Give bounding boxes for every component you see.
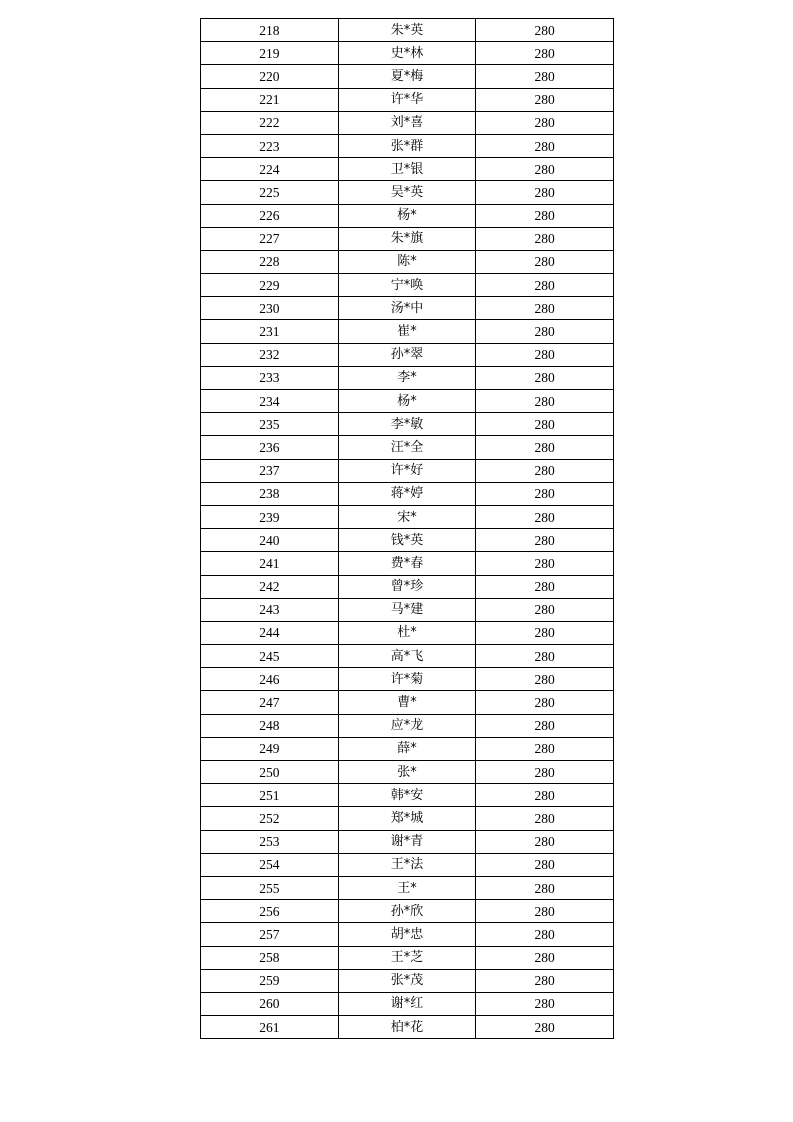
name-cell: 张*	[338, 761, 476, 784]
amount-cell: 280	[476, 88, 614, 111]
row-number-cell: 226	[201, 204, 339, 227]
subsidy-table-container	[200, 18, 613, 1039]
subsidy-table	[200, 18, 614, 1039]
row-number-cell: 258	[201, 946, 339, 969]
amount-cell: 280	[476, 830, 614, 853]
name-cell: 刘*喜	[338, 111, 476, 134]
amount-cell: 280	[476, 529, 614, 552]
row-number-cell: 245	[201, 645, 339, 668]
table-row	[201, 737, 614, 760]
name-cell: 许*好	[338, 459, 476, 482]
row-number-cell: 244	[201, 621, 339, 644]
row-number-cell: 238	[201, 482, 339, 505]
table-row	[201, 946, 614, 969]
row-number-cell: 227	[201, 227, 339, 250]
name-cell: 陈*	[338, 250, 476, 273]
name-cell: 杨*	[338, 390, 476, 413]
name-cell: 蒋*婷	[338, 482, 476, 505]
name-cell: 孙*欣	[338, 900, 476, 923]
table-row	[201, 830, 614, 853]
table-row	[201, 42, 614, 65]
row-number-cell: 251	[201, 784, 339, 807]
name-cell: 马*建	[338, 598, 476, 621]
table-row	[201, 761, 614, 784]
row-number-cell: 222	[201, 111, 339, 134]
name-cell: 应*龙	[338, 714, 476, 737]
row-number-cell: 231	[201, 320, 339, 343]
table-row	[201, 204, 614, 227]
name-cell: 王*	[338, 876, 476, 899]
table-row	[201, 459, 614, 482]
amount-cell: 280	[476, 691, 614, 714]
amount-cell: 280	[476, 992, 614, 1015]
table-row	[201, 505, 614, 528]
amount-cell: 280	[476, 274, 614, 297]
table-row	[201, 552, 614, 575]
name-cell: 曹*	[338, 691, 476, 714]
table-row	[201, 297, 614, 320]
row-number-cell: 257	[201, 923, 339, 946]
table-row	[201, 969, 614, 992]
name-cell: 宁*唤	[338, 274, 476, 297]
name-cell: 夏*梅	[338, 65, 476, 88]
name-cell: 吴*英	[338, 181, 476, 204]
name-cell: 王*芝	[338, 946, 476, 969]
name-cell: 汤*中	[338, 297, 476, 320]
table-row	[201, 807, 614, 830]
name-cell: 李*敏	[338, 413, 476, 436]
amount-cell: 280	[476, 645, 614, 668]
table-row	[201, 250, 614, 273]
table-row	[201, 668, 614, 691]
name-cell: 费*春	[338, 552, 476, 575]
row-number-cell: 240	[201, 529, 339, 552]
row-number-cell: 235	[201, 413, 339, 436]
name-cell: 许*菊	[338, 668, 476, 691]
row-number-cell: 249	[201, 737, 339, 760]
row-number-cell: 255	[201, 876, 339, 899]
amount-cell: 280	[476, 158, 614, 181]
amount-cell: 280	[476, 111, 614, 134]
row-number-cell: 260	[201, 992, 339, 1015]
row-number-cell: 225	[201, 181, 339, 204]
row-number-cell: 259	[201, 969, 339, 992]
name-cell: 朱*英	[338, 19, 476, 42]
row-number-cell: 239	[201, 505, 339, 528]
amount-cell: 280	[476, 668, 614, 691]
table-row	[201, 320, 614, 343]
amount-cell: 280	[476, 227, 614, 250]
row-number-cell: 242	[201, 575, 339, 598]
row-number-cell: 221	[201, 88, 339, 111]
table-row	[201, 482, 614, 505]
table-row	[201, 390, 614, 413]
amount-cell: 280	[476, 42, 614, 65]
row-number-cell: 232	[201, 343, 339, 366]
table-row	[201, 88, 614, 111]
row-number-cell: 250	[201, 761, 339, 784]
amount-cell: 280	[476, 436, 614, 459]
name-cell: 钱*英	[338, 529, 476, 552]
amount-cell: 280	[476, 204, 614, 227]
row-number-cell: 236	[201, 436, 339, 459]
amount-cell: 280	[476, 876, 614, 899]
amount-cell: 280	[476, 297, 614, 320]
table-row	[201, 621, 614, 644]
table-row	[201, 784, 614, 807]
row-number-cell: 234	[201, 390, 339, 413]
row-number-cell: 261	[201, 1016, 339, 1039]
amount-cell: 280	[476, 1016, 614, 1039]
amount-cell: 280	[476, 19, 614, 42]
table-row	[201, 923, 614, 946]
row-number-cell: 253	[201, 830, 339, 853]
name-cell: 曾*珍	[338, 575, 476, 598]
row-number-cell: 223	[201, 134, 339, 157]
table-row	[201, 529, 614, 552]
amount-cell: 280	[476, 250, 614, 273]
row-number-cell: 246	[201, 668, 339, 691]
row-number-cell: 254	[201, 853, 339, 876]
row-number-cell: 233	[201, 366, 339, 389]
amount-cell: 280	[476, 575, 614, 598]
row-number-cell: 230	[201, 297, 339, 320]
name-cell: 郑*城	[338, 807, 476, 830]
table-row	[201, 853, 614, 876]
name-cell: 胡*忠	[338, 923, 476, 946]
name-cell: 史*林	[338, 42, 476, 65]
amount-cell: 280	[476, 366, 614, 389]
table-row	[201, 65, 614, 88]
table-row	[201, 111, 614, 134]
row-number-cell: 243	[201, 598, 339, 621]
amount-cell: 280	[476, 853, 614, 876]
amount-cell: 280	[476, 969, 614, 992]
row-number-cell: 237	[201, 459, 339, 482]
table-row	[201, 227, 614, 250]
amount-cell: 280	[476, 390, 614, 413]
name-cell: 杨*	[338, 204, 476, 227]
table-row	[201, 992, 614, 1015]
table-row	[201, 181, 614, 204]
amount-cell: 280	[476, 807, 614, 830]
amount-cell: 280	[476, 134, 614, 157]
table-row	[201, 645, 614, 668]
name-cell: 谢*红	[338, 992, 476, 1015]
amount-cell: 280	[476, 784, 614, 807]
table-body	[201, 19, 614, 1039]
name-cell: 王*法	[338, 853, 476, 876]
amount-cell: 280	[476, 737, 614, 760]
table-row	[201, 134, 614, 157]
name-cell: 宋*	[338, 505, 476, 528]
amount-cell: 280	[476, 714, 614, 737]
amount-cell: 280	[476, 320, 614, 343]
table-row	[201, 714, 614, 737]
table-row	[201, 343, 614, 366]
table-row	[201, 19, 614, 42]
name-cell: 汪*全	[338, 436, 476, 459]
name-cell: 张*茂	[338, 969, 476, 992]
table-row	[201, 598, 614, 621]
name-cell: 高*飞	[338, 645, 476, 668]
amount-cell: 280	[476, 552, 614, 575]
row-number-cell: 229	[201, 274, 339, 297]
amount-cell: 280	[476, 181, 614, 204]
amount-cell: 280	[476, 923, 614, 946]
amount-cell: 280	[476, 621, 614, 644]
amount-cell: 280	[476, 761, 614, 784]
table-row	[201, 900, 614, 923]
amount-cell: 280	[476, 343, 614, 366]
name-cell: 薛*	[338, 737, 476, 760]
table-row	[201, 1016, 614, 1039]
amount-cell: 280	[476, 598, 614, 621]
table-row	[201, 274, 614, 297]
table-row	[201, 158, 614, 181]
row-number-cell: 248	[201, 714, 339, 737]
table-row	[201, 413, 614, 436]
name-cell: 卫*银	[338, 158, 476, 181]
row-number-cell: 247	[201, 691, 339, 714]
name-cell: 柏*花	[338, 1016, 476, 1039]
row-number-cell: 256	[201, 900, 339, 923]
row-number-cell: 220	[201, 65, 339, 88]
name-cell: 许*华	[338, 88, 476, 111]
name-cell: 朱*旗	[338, 227, 476, 250]
table-row	[201, 876, 614, 899]
row-number-cell: 228	[201, 250, 339, 273]
amount-cell: 280	[476, 65, 614, 88]
row-number-cell: 219	[201, 42, 339, 65]
amount-cell: 280	[476, 482, 614, 505]
row-number-cell: 218	[201, 19, 339, 42]
name-cell: 张*群	[338, 134, 476, 157]
name-cell: 韩*安	[338, 784, 476, 807]
amount-cell: 280	[476, 459, 614, 482]
name-cell: 李*	[338, 366, 476, 389]
name-cell: 杜*	[338, 621, 476, 644]
amount-cell: 280	[476, 505, 614, 528]
amount-cell: 280	[476, 413, 614, 436]
table-row	[201, 366, 614, 389]
name-cell: 谢*青	[338, 830, 476, 853]
row-number-cell: 224	[201, 158, 339, 181]
table-row	[201, 575, 614, 598]
name-cell: 崔*	[338, 320, 476, 343]
amount-cell: 280	[476, 946, 614, 969]
table-row	[201, 436, 614, 459]
row-number-cell: 241	[201, 552, 339, 575]
row-number-cell: 252	[201, 807, 339, 830]
table-row	[201, 691, 614, 714]
amount-cell: 280	[476, 900, 614, 923]
name-cell: 孙*翠	[338, 343, 476, 366]
